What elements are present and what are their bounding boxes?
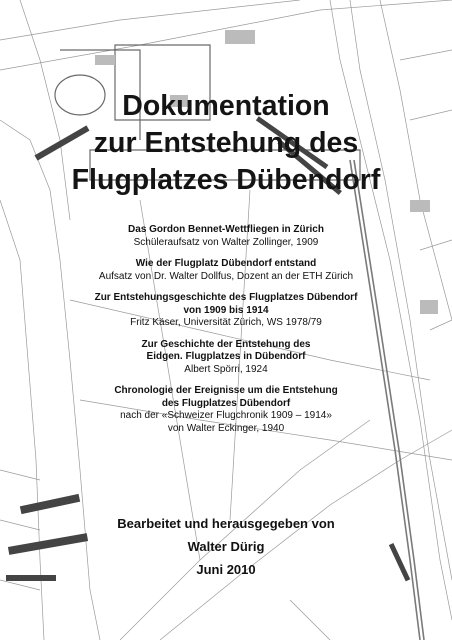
item-subtitle: Fritz Käser, Universität Zürich, WS 1978/79 [130, 317, 322, 328]
item-title: Zur Geschichte der Entstehung des [141, 338, 311, 350]
item-title: Chronologie der Ereignisse um die Entstehung [114, 385, 338, 396]
item-subtitle: von Walter Eckinger, 1940 [167, 422, 285, 434]
editor-name: Walter Dürig [187, 539, 265, 554]
title-line-3: Flugplatzes Dübendorf [71, 164, 381, 196]
contents-item-4 [0, 339, 452, 377]
contents-item-5 [0, 385, 452, 435]
item-title: des Flugplatzes Dübendorf [161, 397, 291, 409]
item-subtitle: Albert Spörri, 1924 [184, 363, 268, 375]
title-line-2: zur Entstehung des [93, 127, 359, 159]
publisher-block [0, 514, 452, 583]
item-title: Das Gordon Bennet-Wettfliegen in Zürich [128, 224, 324, 235]
contents-item-1 [0, 224, 452, 249]
document-title [0, 88, 452, 199]
item-subtitle: Aufsatz von Dr. Walter Dollfus, Dozent an der ETH Zürich [98, 270, 354, 282]
publication-date: Juni 2010 [196, 562, 256, 577]
contents-list [0, 224, 452, 435]
item-title: Wie der Flugplatz Dübendorf entstand [135, 258, 317, 269]
title-line-1: Dokumentation [122, 90, 330, 122]
item-title: Eidgen. Flugplatzes in Dübendorf [146, 351, 306, 362]
contents-item-2 [0, 258, 452, 283]
item-title: Zur Entstehungsgeschichte des Flugplatzes Dübendorf [94, 292, 358, 303]
item-subtitle: Schüleraufsatz von Walter Zollinger, 1909 [133, 236, 319, 248]
item-subtitle: nach der «Schweizer Flugchronik 1909 – 1914» [120, 410, 332, 421]
editor-credit: Bearbeitet und herausgegeben von [117, 516, 335, 531]
contents-item-3 [0, 292, 452, 330]
item-title: von 1909 bis 1914 [183, 304, 269, 316]
